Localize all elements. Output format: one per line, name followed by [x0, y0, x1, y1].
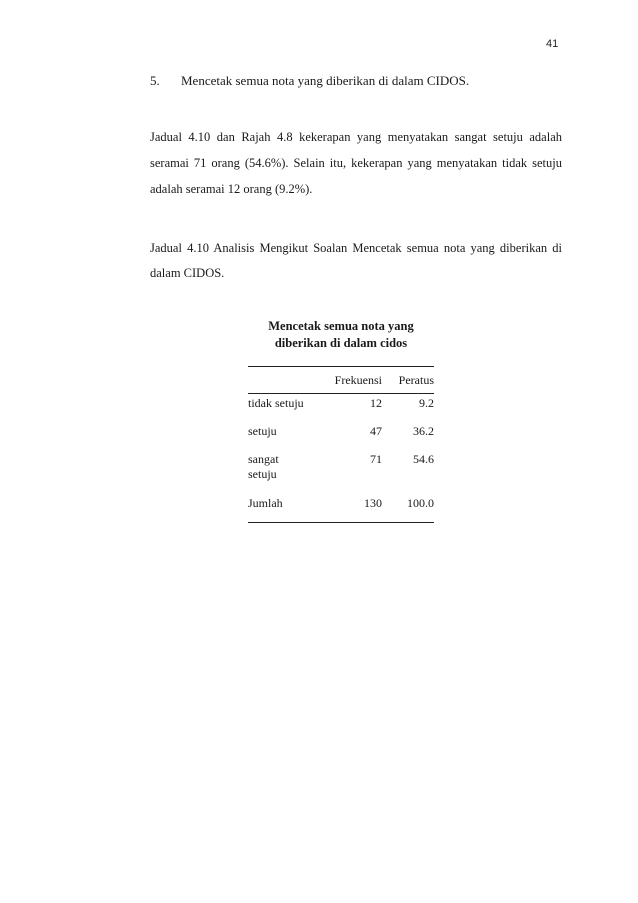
- table-row: [248, 394, 434, 423]
- row-frequency: 47: [370, 424, 382, 438]
- page-number: 41: [546, 38, 559, 50]
- list-item-number: 5.: [150, 73, 160, 88]
- table-title-line-1: Mencetak semua nota yang: [268, 319, 414, 333]
- row-frequency: 71: [370, 452, 382, 466]
- table-row: [248, 450, 434, 494]
- row-percent: 9.2: [419, 396, 434, 410]
- total-percent: 100.0: [382, 494, 434, 523]
- row-percent: 54.6: [413, 452, 434, 466]
- row-frequency: 12: [370, 396, 382, 410]
- row-category: [248, 450, 322, 494]
- header-category: [248, 367, 322, 394]
- table-caption: Jadual 4.10 Analisis Mengikut Soalan Mencetak semua nota yang diberikan di dalam CIDOS.: [150, 241, 562, 280]
- header-frequency: Frekuensi: [322, 367, 382, 394]
- row-category: setuju: [248, 424, 277, 438]
- row-category-line-1: sangat: [248, 452, 279, 466]
- table-title: [248, 318, 434, 352]
- list-item: [150, 73, 469, 89]
- table-title-line-2: diberikan di dalam cidos: [274, 336, 408, 350]
- row-category-line-2: setuju: [248, 467, 277, 481]
- table-total-row: [248, 494, 434, 523]
- total-frequency: 130: [322, 494, 382, 523]
- body-paragraph-results: Jadual 4.10 dan Rajah 4.8 kekerapan yang menyatakan sangat setuju adalah seramai 71 orang (54.6%). Selain itu, kekerapan yang menyatakan tidak setuju adalah seramai 12 orang (9.2%).: [150, 130, 562, 196]
- table-row: [248, 422, 434, 450]
- row-percent: 36.2: [413, 424, 434, 438]
- frequency-table: [248, 366, 434, 523]
- header-percent: Peratus: [382, 367, 434, 394]
- total-category: Jumlah: [248, 494, 322, 523]
- table-header-row: [248, 367, 434, 394]
- row-category: tidak setuju: [248, 396, 304, 410]
- list-item-text: Mencetak semua nota yang diberikan di dalam CIDOS.: [181, 73, 470, 88]
- frequency-table-block: [248, 318, 434, 523]
